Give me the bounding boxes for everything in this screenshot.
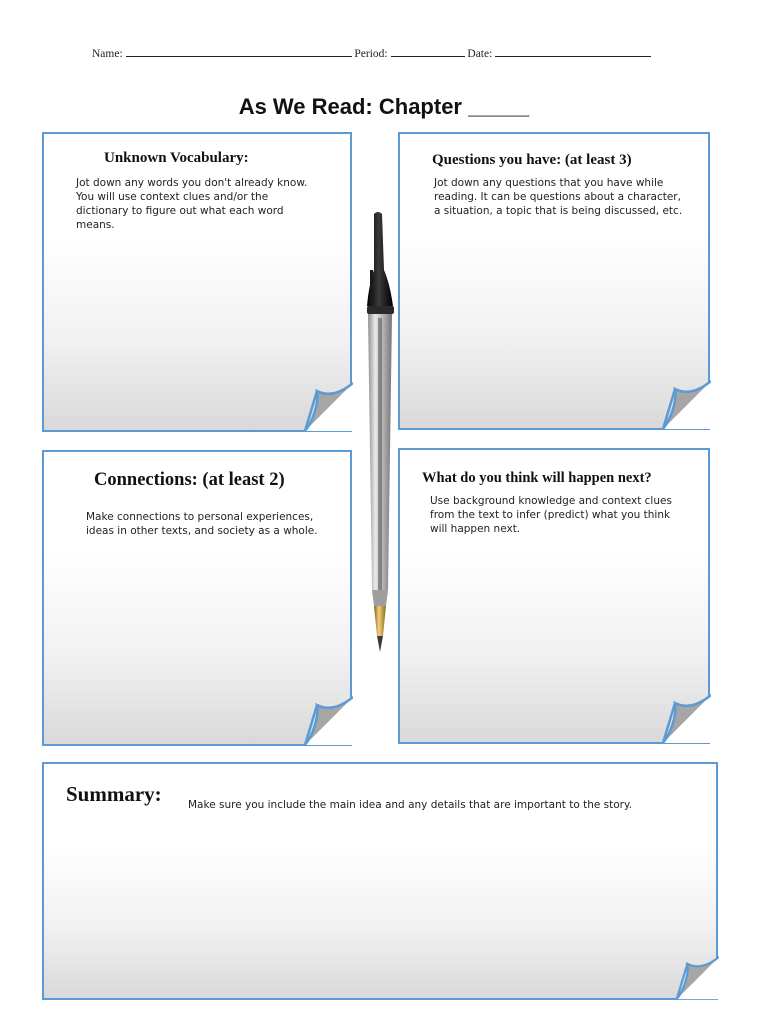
vocabulary-title: Unknown Vocabulary: [104, 150, 249, 166]
prediction-box[interactable] [398, 448, 710, 744]
student-info-line [92, 46, 692, 60]
page-curl-icon [675, 955, 719, 1001]
page-curl-icon [303, 381, 353, 433]
prediction-title: What do you think will happen next? [422, 470, 652, 486]
vocabulary-box[interactable] [42, 132, 352, 432]
page-curl-icon [303, 695, 353, 747]
summary-title: Summary: [66, 782, 162, 806]
page-curl-icon [661, 693, 711, 745]
page-title: As We Read: Chapter _____ [238, 94, 530, 119]
vocabulary-description: Jot down any words you don't already know. You will use context clues and/or the dictionary to figure out what each word means. [76, 177, 308, 231]
questions-title: Questions you have: (at least 3) [432, 152, 632, 168]
summary-description: Make sure you include the main idea and any details that are important to the story. [188, 799, 633, 811]
name-label: Name: [92, 48, 123, 60]
date-label: Date: [467, 48, 493, 60]
questions-box[interactable] [398, 132, 710, 430]
summary-box[interactable] [42, 762, 718, 1000]
ballpoint-pen-icon [360, 210, 400, 660]
connections-description: Make connections to personal experiences, ideas in other texts, and society as a whole. [86, 511, 318, 537]
questions-description: Jot down any questions that you have while reading. It can be questions about a character, a situation, a topic that is being discussed, etc. [434, 177, 683, 217]
period-label: Period: [354, 48, 388, 60]
prediction-description: Use background knowledge and context clues from the text to infer (predict) what you think will happen next. [430, 495, 672, 535]
connections-title: Connections: (at least 2) [94, 470, 285, 490]
connections-box[interactable] [42, 450, 352, 746]
page-curl-icon [661, 379, 711, 431]
date-blank[interactable] [495, 46, 651, 57]
period-blank[interactable] [391, 46, 465, 57]
name-blank[interactable] [126, 46, 352, 57]
